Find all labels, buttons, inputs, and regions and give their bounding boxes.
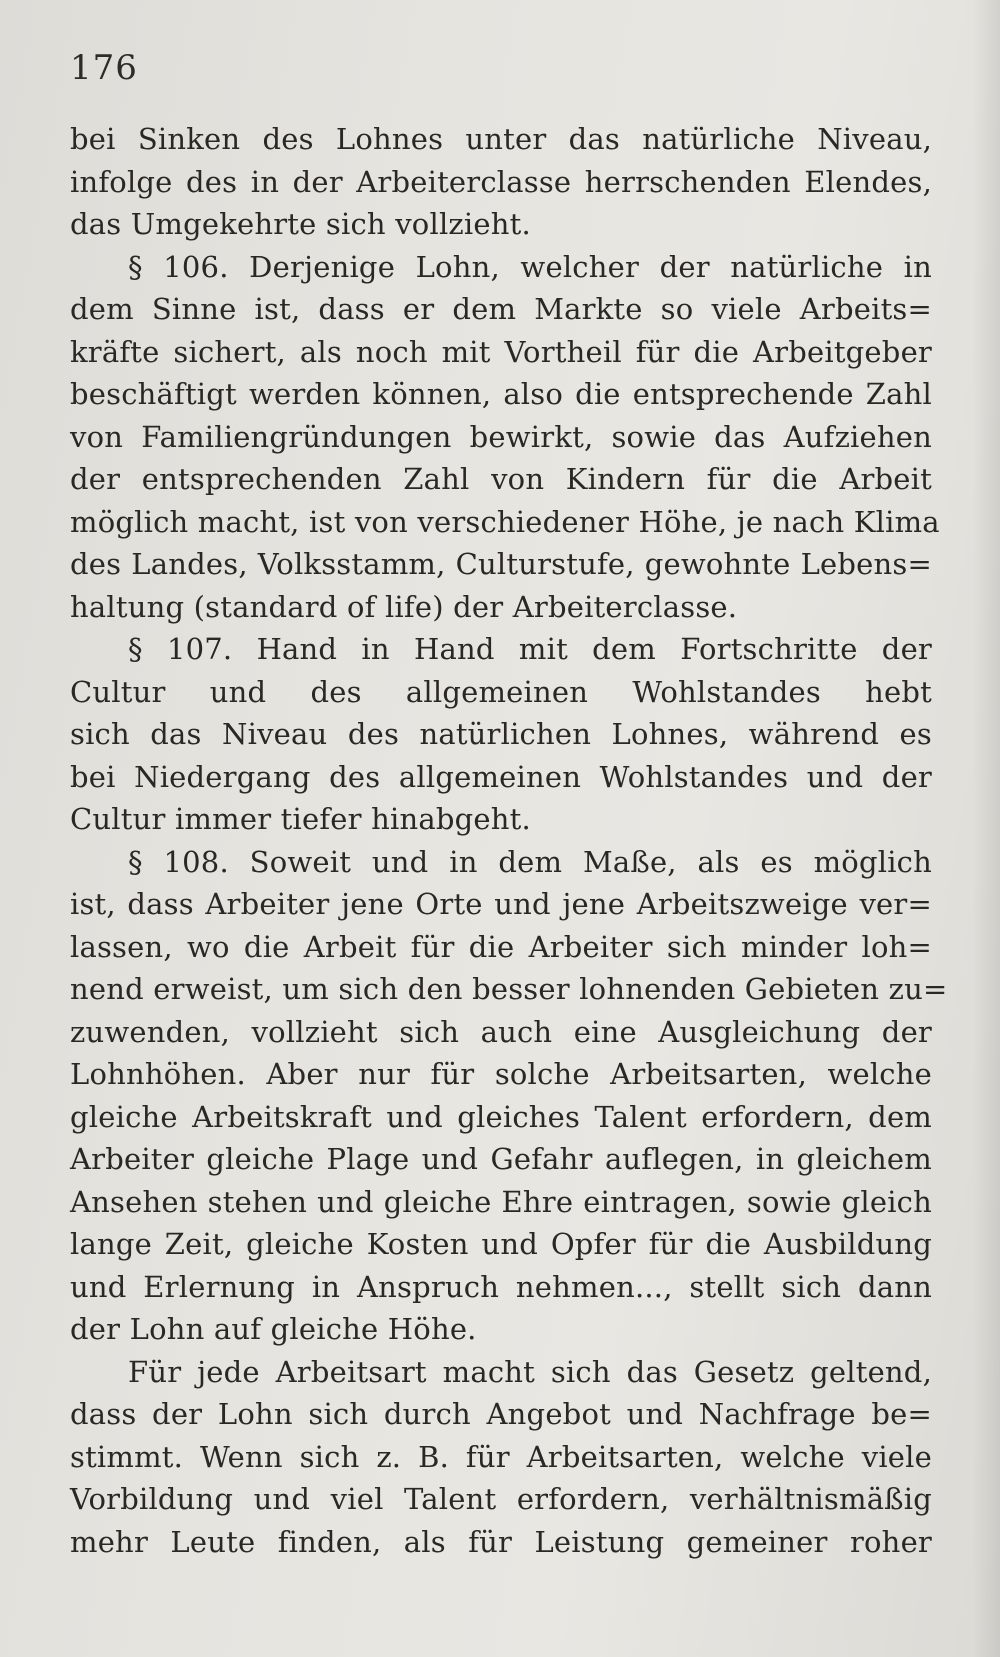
- text-line: Lohnhöhen. Aber nur für solche Arbeitsarten, welche: [70, 1057, 932, 1091]
- text-line: kräfte sichert, als noch mit Vortheil für die Arbeitgeber: [70, 334, 932, 369]
- text-line: stimmt. Wenn sich z. B. für Arbeitsarten, welche viele: [70, 1439, 932, 1474]
- text-line: gleiche Arbeitskraft und gleiches Talent erfordern, dem: [70, 1099, 932, 1134]
- text-line: nend erweist, um sich den besser lohnenden Gebieten zu=: [70, 972, 948, 1006]
- text-line: Arbeiter gleiche Plage und Gefahr auflegen, in gleichem: [70, 1142, 932, 1176]
- text-line: der Lohn auf gleiche Höhe.: [70, 1312, 477, 1346]
- text-line: lassen, wo die Arbeit für die Arbeiter sich minder loh=: [70, 929, 932, 964]
- text-line: Ansehen stehen und gleiche Ehre eintragen, sowie gleich: [70, 1184, 932, 1219]
- text-line: dass der Lohn sich durch Angebot und Nachfrage be=: [70, 1397, 932, 1431]
- text-line: zuwenden, vollzieht sich auch eine Ausgleichung der: [70, 1014, 932, 1049]
- text-line: Cultur immer tiefer hinabgeht.: [70, 802, 531, 836]
- paragraph-107-start: § 107. Hand in Hand mit dem Fortschritte der: [128, 632, 932, 666]
- text-line: des Landes, Volksstamm, Culturstufe, gewohnte Lebens=: [70, 547, 932, 581]
- text-line: ist, dass Arbeiter jene Orte und jene Arbeitszweige ver=: [70, 887, 932, 921]
- paragraph-start: Für jede Arbeitsart macht sich das Gesetz geltend,: [128, 1354, 932, 1389]
- text-line: Vorbildung und viel Talent erfordern, verhältnismäßig: [70, 1482, 932, 1516]
- text-line: sich das Niveau des natürlichen Lohnes, während es: [70, 717, 932, 751]
- text-line: beschäftigt werden können, also die entsprechende Zahl: [70, 377, 932, 411]
- text-line: haltung (standard of life) der Arbeiterclasse.: [70, 589, 738, 624]
- text-line: von Familiengründungen bewirkt, sowie das Aufziehen: [70, 419, 932, 454]
- text-line: und Erlernung in Anspruch nehmen..., stellt sich dann: [70, 1269, 932, 1304]
- text-line: infolge des in der Arbeiterclasse herrschenden Elendes,: [70, 164, 932, 199]
- page-number: 176: [70, 48, 138, 88]
- text-line: möglich macht, ist von verschiedener Höhe, je nach Klima: [70, 504, 940, 539]
- paragraph-108-start: § 108. Soweit und in dem Maße, als es möglich: [128, 844, 932, 879]
- text-line: Cultur und des allgemeinen Wohlstandes hebt: [70, 674, 932, 709]
- text-line: bei Sinken des Lohnes unter das natürliche Niveau,: [70, 122, 932, 156]
- body-text: [70, 118, 948, 1563]
- text-line: bei Niedergang des allgemeinen Wohlstandes und der: [70, 759, 932, 794]
- text-line: lange Zeit, gleiche Kosten und Opfer für die Ausbildung: [70, 1227, 932, 1261]
- page-edge-shadow: [972, 0, 1000, 1657]
- text-line: der entsprechenden Zahl von Kindern für die Arbeit: [70, 462, 932, 496]
- text-line: mehr Leute finden, als für Leistung gemeiner roher: [70, 1524, 932, 1559]
- text-line: dem Sinne ist, dass er dem Markte so viele Arbeits=: [70, 292, 932, 326]
- paragraph-106-start: § 106. Derjenige Lohn, welcher der natürliche in: [128, 249, 932, 284]
- text-line: das Umgekehrte sich vollzieht.: [70, 207, 531, 241]
